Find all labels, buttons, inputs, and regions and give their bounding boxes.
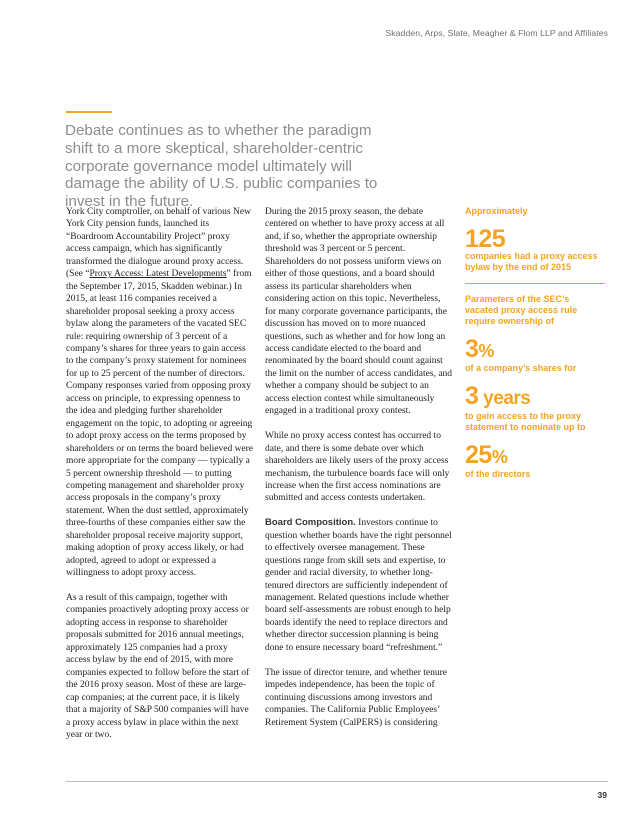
footer-divider: [66, 781, 608, 782]
stat-unit: %: [478, 341, 494, 361]
pull-quote: Debate continues as to whether the paradigm shift to a more skeptical, shareholder-centric corporate governance model ultimately will damage the ability of U.S. public companies to invest in the future.: [65, 122, 378, 211]
stat-25-percent-caption: of the directors: [465, 469, 531, 479]
stat-125-caption: companies had a proxy access bylaw by the end of 2015: [465, 251, 598, 272]
paragraph: The issue of director tenure, and whether tenure impedes independence, has been the topic of continuing discussions among investors and companies. The California Public Employees’ Retirement System (CalPERS) is considering: [265, 667, 448, 728]
stat-value: 3: [465, 335, 479, 363]
paragraph: As a result of this campaign, together with companies proactively adopting proxy access or adopting access in response to shareholder proposals submitted for 2016 annual meetings, approximately 125 companies had a proxy access bylaw by the end of 2015, with more companies expected to follow before the start of the 2016 proxy season. Most of these are large-cap companies; at the current pace, it is likely that a majority of S&P 500 companies will have a proxy access bylaw in place within the next year or two.: [66, 593, 250, 741]
sidebar-stats: [465, 206, 605, 480]
accent-rule: [66, 111, 112, 113]
stat-3-percent-caption: of a company’s shares for: [465, 363, 577, 373]
stat-3-years: [465, 384, 605, 411]
stat-value: 3: [465, 382, 479, 410]
paragraph: [265, 517, 453, 654]
section-heading-board-composition: Board Composition.: [265, 517, 356, 529]
text: Investors continue to question whether boards have the right personnel to effectively oversee management. These questions range from skill sets and expertise, to gender and racial diversity, to whether long-tenured directors are sufficiently independent of management. Related questions include whether board self-assessments are robust enough to help boards identify the need to replace directors and whether director succession planning is being done to ensure necessary board “refreshment.”: [265, 518, 452, 653]
params-caption: Parameters of the SEC’s vacated proxy access rule require ownership of: [465, 294, 578, 326]
paragraph: While no proxy access contest has occurred to date, and there is some debate over which shareholders are likely users of the proxy access mechanism, the turbulence boards face will only increase when the first access nominations are submitted and access contests undertaken.: [265, 431, 450, 504]
stat-unit: years: [478, 388, 531, 409]
stat-125-value: 125: [465, 225, 506, 253]
stat-25-percent: [465, 443, 605, 469]
body-column-1: [66, 206, 254, 754]
text: York City comptroller, on behalf of various New York City pension funds, launched its “Boardroom Accountability Project” proxy access campaign, which has significantly transformed the dialogue around proxy access. (See “: [66, 207, 251, 280]
body-column-2: [265, 206, 453, 741]
paragraph: [66, 206, 254, 580]
proxy-access-webinar-link[interactable]: Proxy Access: Latest Developments: [89, 269, 227, 280]
paragraph: During the 2015 proxy season, the debate centered on whether to have proxy access at all and, if so, whether the appropriate ownership threshold was 3 percent or 5 percent. Shareholders do not possess uniform views on either of those questions, and a board should assess its particular shareholders when considering action on this topic. Nevertheless, for many corporate governance participants, the discussion has moved on to more nuanced questions, such as whether and for how long an access candidate elected to the board and renominated by the board should count against the limit on the number of access candidates, and whether a company should be subject to an access election contest while simultaneously engaged in a traditional proxy contest.: [265, 207, 453, 417]
page-number: 39: [597, 790, 607, 800]
stat-intro: Approximately: [465, 206, 528, 216]
stat-unit: %: [491, 447, 508, 467]
stat-3-percent: [465, 337, 605, 363]
stat-3-years-caption: to gain access to the proxy statement to nominate up to: [465, 411, 586, 432]
stat-value: 25: [465, 441, 492, 469]
firm-name-header: Skadden, Arps, Slate, Meagher & Flom LLP and Affiliates: [385, 28, 608, 38]
stat-divider: [465, 283, 605, 284]
text: ” from the September 17, 2015, Skadden webinar.) In 2015, at least 116 companies received a shareholder proposal seeking a proxy access bylaw along the parameters of the vacated SEC rule: requiring ownership of 3 percent of a company’s shares for three years to gain access to the company’s proxy statement for nominees for up to 25 percent of the number of directors. Company responses varied from opposing proxy access on principle, to expressing openness to the idea and pledging further shareholder engagement on the topic, to adopting or agreeing to adopt proxy access on the terms proposed by shareholders or on terms the board believed were more appropriate for the company — typically a 5 percent ownership threshold — to putting competing management and shareholder proxy access proposals in the company’s proxy statement. When the dust settled, approximately three-fourths of these companies either saw the shareholder proposal receive majority support, making adoption of proxy access likely, or had adopted, agreed to adopt or expressed a willingness to adopt proxy access.: [66, 269, 254, 579]
